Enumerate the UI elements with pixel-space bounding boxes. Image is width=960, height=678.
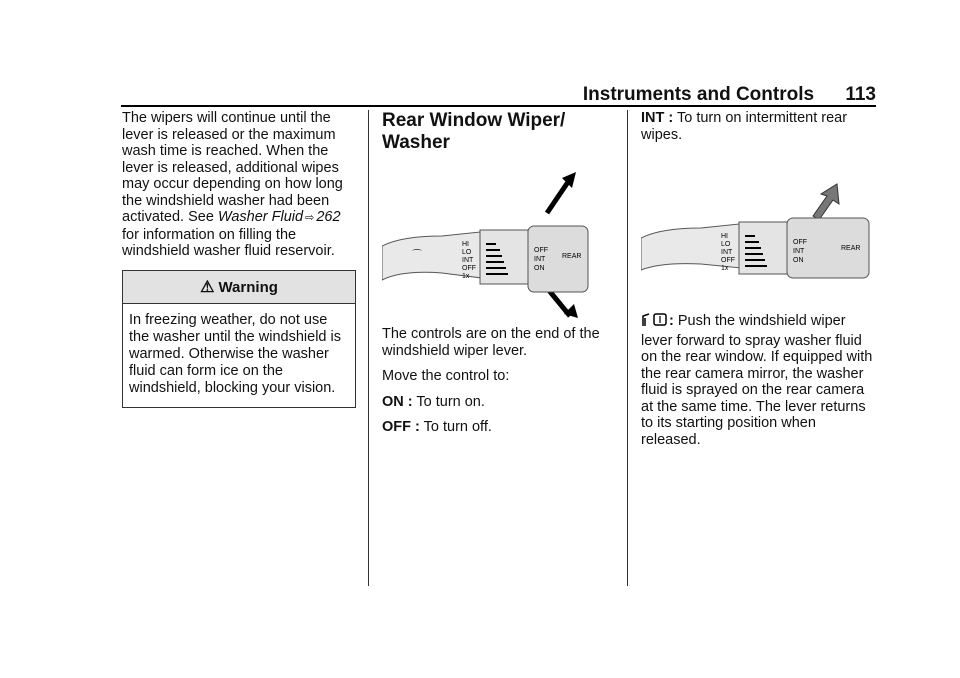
paragraph: Move the control to: [382, 368, 510, 384]
cross-reference-arrow-icon: ⇨ [305, 212, 315, 224]
rear-label: REAR [562, 253, 582, 260]
running-header [583, 84, 876, 106]
term-description: To turn off. [423, 419, 492, 435]
term-description: To turn on. [416, 393, 485, 410]
lever-off-label: OFF [721, 257, 735, 264]
rear-int-label: INT [793, 248, 805, 255]
term-label: : [669, 313, 674, 329]
rear-washer-icon [641, 312, 669, 333]
rear-int-label: INT [534, 256, 546, 263]
paragraph [122, 110, 358, 260]
lever-off-label: OFF [462, 265, 476, 272]
paragraph-text: for information on filling the windshield washer fluid reservoir. [122, 226, 335, 259]
wiper-lever-illustration [382, 168, 614, 318]
wiper-symbol-icon: ⌒ [412, 250, 422, 261]
rear-label: REAR [841, 245, 861, 252]
term-label: ON : [382, 393, 413, 410]
lever-int-label: INT [462, 257, 474, 264]
column-right [641, 110, 876, 457]
rear-on-label: ON [793, 257, 804, 264]
rear-off-label: OFF [793, 239, 807, 246]
cross-reference-link[interactable]: Washer Fluid [217, 209, 304, 225]
term-description: To turn on intermittent rear wipes. [641, 110, 848, 143]
lever-hi-label: HI [462, 241, 469, 248]
wiper-lever-push-illustration [641, 152, 876, 302]
control-washer-item [641, 312, 876, 448]
section-heading: Rear Window Wiper/ Washer [382, 110, 566, 153]
rear-on-label: ON [534, 265, 545, 272]
cross-reference-page[interactable]: 262 [316, 209, 341, 225]
paragraph: The controls are on the end of the windshield wiper lever. [382, 326, 600, 359]
control-int-item [641, 110, 876, 143]
wiper-lever-drawing [382, 168, 614, 318]
column-middle [382, 110, 614, 445]
page-number: 113 [845, 84, 876, 105]
column-divider [627, 110, 628, 586]
lever-1x-label: 1x [462, 273, 470, 280]
lever-hi-label: HI [721, 233, 728, 240]
term-label: INT : [641, 110, 674, 126]
term-description: Push the windshield wiper lever forward to spray washer fluid on the rear window. If equipped with the rear camera mirror, the washer fluid is sprayed on the rear camera at the same time. The lever returns to its starting position when released. [641, 313, 873, 448]
term-label: OFF : [382, 419, 420, 435]
warning-box [122, 270, 356, 409]
header-rule [121, 105, 876, 107]
paragraph-text: The wipers will continue until the lever is released or the maximum wash time is reached. When the lever is released, additional wipes may occur depending on how long the windshield washer had been activated. See [122, 110, 343, 225]
warning-triangle-icon: ⚠ [200, 278, 215, 296]
lever-1x-label: 1x [721, 265, 729, 272]
warning-title: Warning [218, 278, 278, 296]
control-off-item [382, 419, 614, 436]
control-on-item [382, 394, 614, 411]
lever-int-label: INT [721, 249, 733, 256]
lever-lo-label: LO [462, 249, 472, 256]
warning-text: In freezing weather, do not use the washer until the windshield is warmed. Otherwise the washer fluid can form ice on the windshield, blocking your vision. [129, 312, 341, 396]
lever-lo-label: LO [721, 241, 731, 248]
column-left [122, 110, 358, 408]
rear-off-label: OFF [534, 247, 548, 254]
warning-header [123, 271, 355, 305]
column-divider [368, 110, 369, 586]
section-title: Instruments and Controls [582, 84, 815, 105]
wiper-lever-push-drawing [641, 152, 876, 302]
